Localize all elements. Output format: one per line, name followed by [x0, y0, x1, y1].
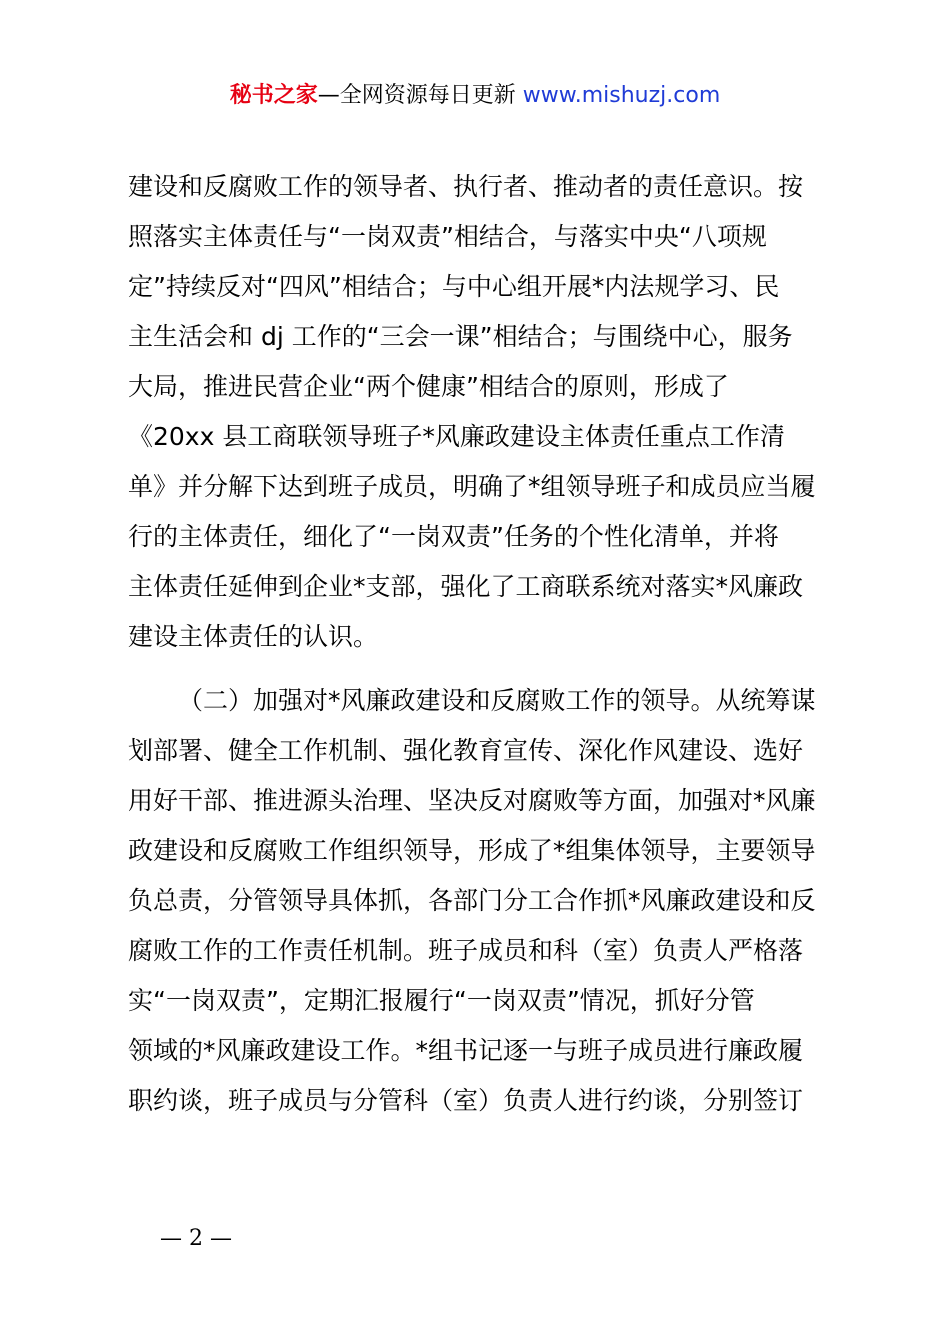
brand-name: 秘书之家	[229, 83, 318, 108]
site-url-link[interactable]: www.mishuzj.com	[522, 83, 721, 108]
paragraph-spacer	[128, 662, 840, 676]
document-body	[128, 162, 840, 1126]
page-number: — 2 —	[160, 1226, 232, 1251]
text-line: 行的主体责任，细化了“一岗双责”任务的个性化清单，并将	[128, 522, 779, 551]
text-line: 单》并分解下达到班子成员，明确了*组领导班子和成员应当履	[128, 472, 816, 501]
text-line: 建设主体责任的认识。	[128, 622, 379, 651]
paragraph-2	[128, 676, 840, 1126]
text-line: 照落实主体责任与“一岗双责”相结合，与落实中央“八项规	[128, 222, 767, 251]
text-line: （二）加强对*风廉政建设和反腐败工作的领导。从统筹谋	[178, 686, 816, 715]
text-line: 职约谈，班子成员与分管科（室）负责人进行约谈，分别签订	[128, 1086, 804, 1115]
text-line: 政建设和反腐败工作组织领导，形成了*组集体领导，主要领导	[128, 836, 816, 865]
text-line: 腐败工作的工作责任机制。班子成员和科（室）负责人严格落	[128, 936, 804, 965]
text-line: 建设和反腐败工作的领导者、执行者、推动者的责任意识。按	[128, 172, 804, 201]
header-tagline: —全网资源每日更新	[317, 83, 516, 108]
text-line: 主体责任延伸到企业*支部，强化了工商联系统对落实*风廉政	[128, 572, 804, 601]
text-line: 划部署、健全工作机制、强化教育宣传、深化作风建设、选好	[128, 736, 804, 765]
text-line: 《20xx 县工商联领导班子*风廉政建设主体责任重点工作清	[128, 422, 785, 451]
paragraph-1	[128, 162, 840, 662]
text-line: 领域的*风廉政建设工作。*组书记逐一与班子成员进行廉政履	[128, 1036, 804, 1065]
text-line: 负总责，分管领导具体抓，各部门分工合作抓*风廉政建设和反	[128, 886, 816, 915]
text-line: 用好干部、推进源头治理、坚决反对腐败等方面，加强对*风廉	[128, 786, 816, 815]
site-header	[0, 80, 950, 112]
text-line: 大局，推进民营企业“两个健康”相结合的原则，形成了	[128, 372, 729, 401]
text-line: 实“一岗双责”，定期汇报履行“一岗双责”情况，抓好分管	[128, 986, 755, 1015]
text-line: 定”持续反对“四风”相结合；与中心组开展*内法规学习、民	[128, 272, 780, 301]
text-line: 主生活会和 dj 工作的“三会一课”相结合；与围绕中心，服务	[128, 322, 793, 351]
